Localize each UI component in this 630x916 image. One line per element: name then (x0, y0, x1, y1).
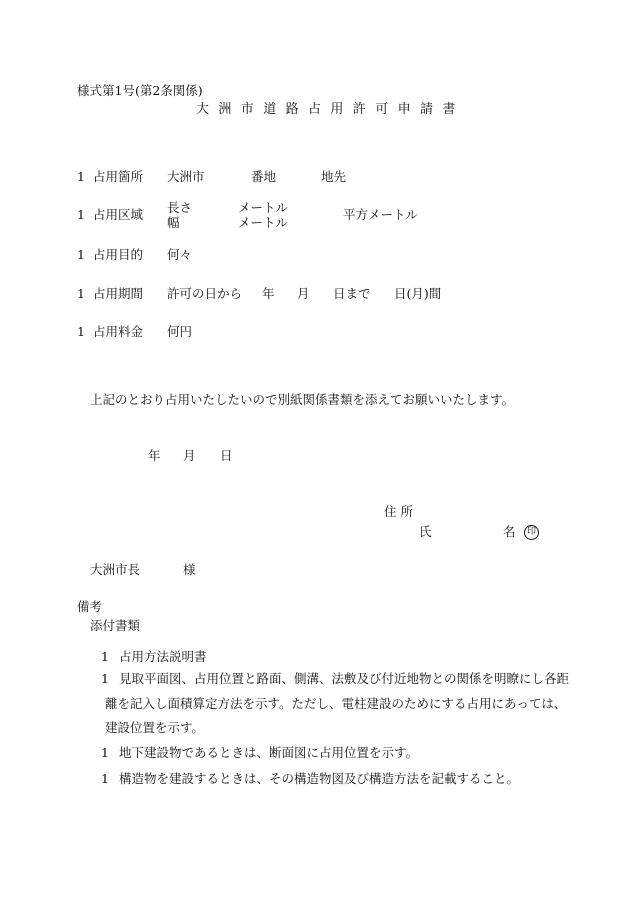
fee-value: 何円 (167, 324, 193, 339)
addressee-name: 大洲市長 (90, 562, 141, 577)
period-month: 月 (297, 286, 310, 301)
item-label: 占用期間 (93, 286, 144, 301)
item-number: 1 (77, 169, 85, 184)
period-from: 許可の日から (167, 286, 243, 301)
item-label: 占用料金 (93, 324, 144, 339)
seal-icon: 印 (524, 525, 539, 540)
request-sentence: 上記のとおり占用いたしたいので別紙関係書類を添えてお願いいたします。 (90, 392, 515, 407)
item-number: 1 (77, 324, 85, 339)
applicant-name-label-2: 名 (503, 524, 516, 539)
item-number: 1 (77, 286, 85, 301)
list-number: 1 (101, 671, 109, 686)
list-text: 構造物を建設するときは、その構造物図及び構造方法を記載すること。 (119, 771, 520, 786)
area-square-unit: 平方メートル (343, 207, 419, 222)
applicant-name-label-1: 氏 (419, 524, 432, 539)
item-label: 占用目的 (93, 247, 144, 262)
list-text-line: 離を記入し面積算定方法を示す。ただし、電柱建設のためにする占用にあっては、 (105, 696, 567, 711)
date-month: 月 (183, 448, 196, 463)
area-width-unit: メートル (238, 215, 289, 230)
remarks-subheading: 添付書類 (90, 618, 141, 633)
remarks-heading: 備考 (77, 599, 103, 614)
date-year: 年 (148, 448, 161, 463)
list-number: 1 (101, 771, 109, 786)
date-day: 日 (220, 448, 233, 463)
item-number: 1 (77, 247, 85, 262)
area-length-unit: メートル (238, 200, 289, 215)
list-number: 1 (101, 649, 109, 664)
document-title: 大洲市道路占用許可申請書 (196, 102, 465, 117)
addressee-honorific: 様 (183, 562, 196, 577)
place-banchi: 番地 (251, 169, 277, 184)
seal-mark (524, 524, 539, 540)
place-city: 大洲市 (167, 169, 205, 184)
list-text-line: 見取平面図、占用位置と路面、側溝、法敷及び付近地物との関係を明瞭にし各距 (119, 671, 570, 686)
item-label: 占用区域 (93, 207, 144, 222)
applicant-address-label: 住 所 (384, 504, 413, 519)
area-width: 幅 (167, 215, 180, 230)
period-until: 日まで (333, 286, 371, 301)
form-label: 様式第1号(第2条関係) (77, 83, 203, 98)
item-number: 1 (77, 207, 85, 222)
list-text: 地下建設物であるときは、断面図に占用位置を示す。 (119, 745, 419, 760)
list-text-line: 建設位置を示す。 (105, 720, 205, 735)
period-days: 日(月)間 (394, 286, 442, 301)
list-number: 1 (101, 745, 109, 760)
purpose-value: 何々 (167, 247, 193, 262)
list-text: 占用方法説明書 (119, 649, 207, 664)
area-length: 長さ (167, 200, 193, 215)
period-year: 年 (262, 286, 275, 301)
place-saki: 地先 (321, 169, 347, 184)
item-label: 占用箇所 (93, 169, 144, 184)
